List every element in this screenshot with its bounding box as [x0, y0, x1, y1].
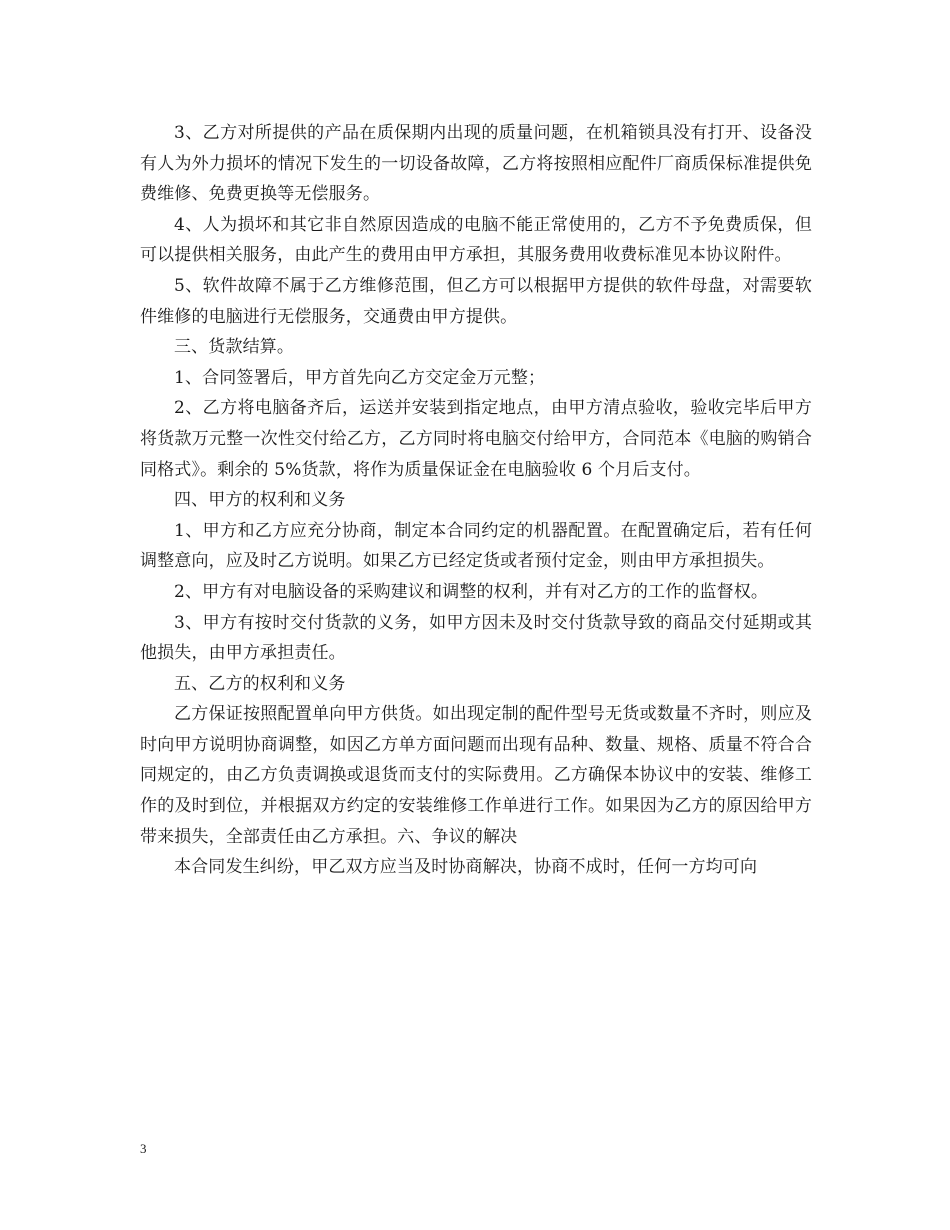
paragraph-human-damage: 4、人为损坏和其它非自然原因造成的电脑不能正常使用的，乙方不予免费质保，但可以提供相关服务，由此产生的费用由甲方承担，其服务费用收费标准见本协议附件。 [140, 214, 812, 266]
paragraph-software-fault: 5、软件故障不属于乙方维修范围，但乙方可以根据甲方提供的软件母盘，对需要软件维修的电脑进行无偿服务，交通费由甲方提供。 [140, 275, 812, 327]
section-heading-party-a: 四、甲方的权利和义务 [174, 490, 346, 511]
paragraph-payment-obligation: 3、甲方有按时交付货款的义务，如甲方因未及时交付货款导致的商品交付延期或其他损失，由甲方承担责任。 [140, 612, 812, 664]
paragraph-warranty-quality: 3、乙方对所提供的产品在质保期内出现的质量问题，在机箱锁具没有打开、设备没有人为外力损坏的情况下发生的一切设备故障，乙方将按照相应配件厂商质保标准提供免费维修、免费更换等无偿服务。 [140, 123, 812, 205]
page-number: 3 [140, 1141, 147, 1156]
section-heading-party-b: 五、乙方的权利和义务 [174, 673, 346, 694]
section-heading-payment: 三、货款结算。 [174, 337, 295, 358]
paragraph-dispute: 本合同发生纠纷，甲乙双方应当及时协商解决，协商不成时，任何一方均可向 [174, 857, 758, 878]
paragraph-delivery-payment: 2、乙方将电脑备齐后，运送并安装到指定地点，由甲方清点验收，验收完毕后甲方将货款万元整一次性交付给乙方，乙方同时将电脑交付给甲方，合同范本《电脑的购销合同格式》。剩余的 5%货款，将作为质量保证金在电脑验收 6 个月后支付。 [140, 398, 812, 480]
paragraph-procurement-rights: 2、甲方有对电脑设备的采购建议和调整的权利，并有对乙方的工作的监督权。 [174, 581, 769, 602]
document-body [140, 118, 812, 883]
paragraph-deposit: 1、合同签署后，甲方首先向乙方交定金万元整； [174, 367, 546, 388]
paragraph-supply-guarantee: 乙方保证按照配置单向甲方供货。如出现定制的配件型号无货或数量不齐时，则应及时向甲方说明协商调整，如因乙方单方面问题而出现有品种、数量、规格、质量不符合合同规定的，由乙方负责调换或退货而支付的实际费用。乙方确保本协议中的安装、维修工作的及时到位，并根据双方约定的安装维修工作单进行工作。如果因为乙方的原因给甲方带来损失，全部责任由乙方承担。六、争议的解决 [140, 704, 812, 847]
paragraph-configuration: 1、甲方和乙方应充分协商，制定本合同约定的机器配置。在配置确定后，若有任何调整意向，应及时乙方说明。如果乙方已经定货或者预付定金，则由甲方承担损失。 [140, 520, 812, 572]
